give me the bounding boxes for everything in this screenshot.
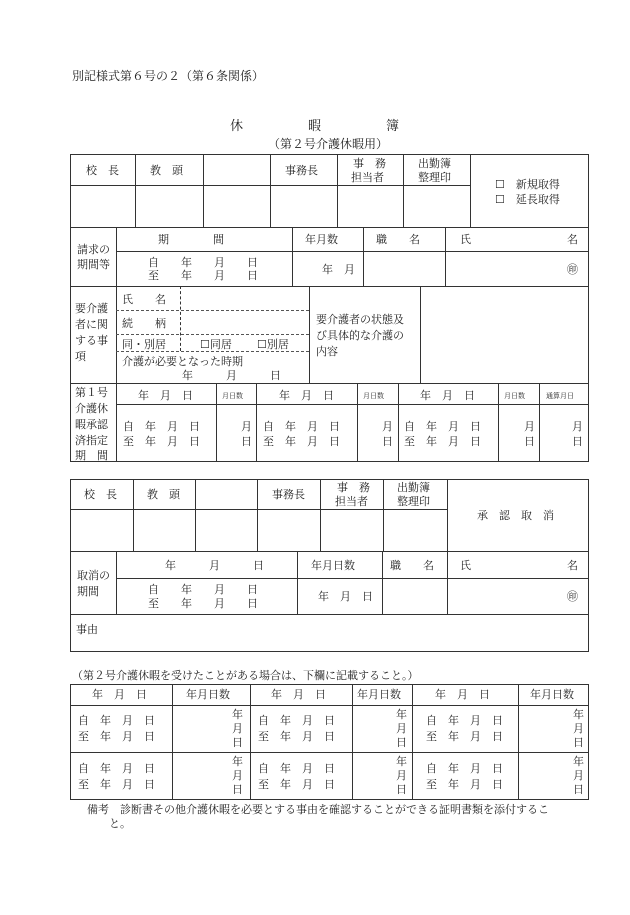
history-r1-to-1[interactable]: 至 年 月 日	[78, 730, 155, 743]
name-header-left: 氏	[460, 233, 471, 246]
care-label-3: する事	[75, 334, 108, 347]
care-label-4: 項	[75, 350, 86, 363]
history-r2-month-3: 月	[573, 769, 584, 782]
history-r1-month-2: 月	[396, 722, 407, 735]
cancel-period-header: 年 月 日	[165, 559, 264, 572]
request-label-2: 期間等	[77, 258, 110, 271]
cancel-from[interactable]: 自 年 月 日	[148, 583, 258, 596]
prior-ymd-3: 年 月 日	[420, 389, 475, 402]
care-cohabit-label: 同・別居	[122, 338, 166, 351]
prior-mdcount-2: 月日数	[363, 392, 384, 400]
prior-from-1[interactable]: 自 年 月 日	[123, 420, 200, 433]
condition-label-3: 内容	[316, 345, 338, 358]
history-r1-year-3: 年	[573, 708, 584, 721]
prior-from-3[interactable]: 自 年 月 日	[404, 420, 481, 433]
request-from[interactable]: 自 年 月 日	[148, 256, 258, 269]
prior-label-1: 第１号	[75, 386, 108, 399]
vice-principal-label: 教 頭	[150, 164, 183, 177]
request-to[interactable]: 至 年 月 日	[148, 269, 258, 282]
history-r1-to-2[interactable]: 至 年 月 日	[258, 730, 335, 743]
history-r2-year-3: 年	[573, 755, 584, 768]
prior-total-day: 日	[572, 435, 583, 448]
history-r1-month-1: 月	[232, 722, 243, 735]
prior-day-3: 日	[524, 435, 535, 448]
history-ymd-h2: 年 月 日	[271, 688, 326, 701]
office-manager-label: 事務長	[285, 164, 318, 177]
history-r2-to-1[interactable]: 至 年 月 日	[78, 778, 155, 791]
remarks-line-2: と。	[109, 817, 131, 830]
history-r1-to-3[interactable]: 至 年 月 日	[426, 730, 503, 743]
cancel-name-right: 名	[567, 559, 578, 572]
position-header: 職 名	[376, 233, 420, 246]
condition-label-2: び具体的な介護の	[316, 329, 404, 342]
history-r2-month-1: 月	[232, 769, 243, 782]
care-label-2: 者に関	[75, 318, 108, 331]
cancel-label-1: 取消の	[77, 569, 110, 582]
prior-total-md: 通算月日	[546, 392, 574, 400]
clerk-label-1: 事 務	[353, 157, 386, 170]
cohabit-checkbox[interactable]: ☐同居	[200, 338, 232, 351]
prior-to-2[interactable]: 至 年 月 日	[263, 435, 340, 448]
history-count-h2: 年月日数	[357, 688, 401, 701]
history-r1-year-1: 年	[232, 708, 243, 721]
prior-month-3: 月	[524, 420, 535, 433]
prior-month-2: 月	[382, 420, 393, 433]
seal-mark-1: ㊞	[567, 263, 578, 276]
cancel-label-2: 期間	[77, 585, 99, 598]
seal-label-2: 整理印	[418, 171, 451, 184]
prior-label-2: 介護休	[75, 402, 108, 415]
history-r1-day-3: 日	[573, 736, 584, 749]
history-r1-day-2: 日	[396, 736, 407, 749]
care-name-label: 氏 名	[122, 293, 166, 306]
remarks-label: 備考	[87, 803, 109, 816]
principal-label: 校 長	[86, 164, 119, 177]
history-r1-year-2: 年	[396, 708, 407, 721]
history-r2-to-2[interactable]: 至 年 月 日	[258, 778, 335, 791]
cancel-ymd[interactable]: 年 月 日	[318, 590, 373, 603]
reason-label: 事由	[76, 623, 98, 636]
separate-checkbox[interactable]: ☐別居	[257, 338, 289, 351]
prior-to-3[interactable]: 至 年 月 日	[404, 435, 481, 448]
history-r1-month-3: 月	[573, 722, 584, 735]
clerk-label-2-2: 担当者	[335, 495, 368, 508]
prior-from-2[interactable]: 自 年 月 日	[263, 420, 340, 433]
option-new-acquire[interactable]: ☐ 新規取得	[495, 178, 560, 191]
prior-total-month: 月	[572, 420, 583, 433]
history-r1-from-3[interactable]: 自 年 月 日	[426, 714, 503, 727]
history-r1-from-1[interactable]: 自 年 月 日	[78, 714, 155, 727]
seal-label-2-2: 整理印	[397, 495, 430, 508]
care-relation-label: 続 柄	[122, 317, 166, 330]
name-header-right: 名	[567, 233, 578, 246]
prior-ymd-1: 年 月 日	[138, 389, 193, 402]
period-header: 期 間	[158, 233, 224, 246]
prior-label-5: 期 間	[75, 449, 108, 462]
history-r1-day-1: 日	[232, 736, 243, 749]
seal-mark-2: ㊞	[567, 590, 578, 603]
cancel-position-header: 職 名	[390, 559, 434, 572]
request-ym[interactable]: 年 月	[322, 263, 355, 276]
seal-label-2-1: 出勤簿	[397, 481, 430, 494]
seal-label-1: 出勤簿	[418, 157, 451, 170]
clerk-label-2: 担当者	[351, 171, 384, 184]
form-title: 休 暇 簿	[230, 119, 400, 134]
history-r1-from-2[interactable]: 自 年 月 日	[258, 714, 335, 727]
history-count-h3: 年月日数	[530, 688, 574, 701]
cancel-to[interactable]: 至 年 月 日	[148, 597, 258, 610]
need-date[interactable]: 年 月 日	[182, 369, 281, 382]
care-label-1: 要介護	[75, 302, 108, 315]
request-label-1: 請求の	[77, 243, 110, 256]
prior-to-1[interactable]: 至 年 月 日	[123, 435, 200, 448]
clerk-label-2-1: 事 務	[337, 481, 370, 494]
ym-count-header: 年月数	[305, 233, 338, 246]
approval-cancel-label: 承 認 取 消	[477, 509, 554, 522]
prior-ymd-2: 年 月 日	[279, 389, 334, 402]
prior-label-3: 暇承認	[75, 418, 108, 431]
history-r2-day-1: 日	[232, 783, 243, 796]
history-r2-year-2: 年	[396, 755, 407, 768]
history-r2-from-3[interactable]: 自 年 月 日	[426, 762, 503, 775]
history-r2-day-2: 日	[396, 783, 407, 796]
history-ymd-h3: 年 月 日	[435, 688, 490, 701]
history-r2-year-1: 年	[232, 755, 243, 768]
need-time-label: 介護が必要となった時期	[122, 355, 243, 368]
prior-mdcount-3: 月日数	[504, 392, 525, 400]
remarks-line-1: 診断書その他介護休暇を必要とする事由を確認することができる証明書類を添付するこ	[120, 803, 549, 816]
form-number: 別記様式第６号の２（第６条関係）	[72, 69, 265, 83]
prior-month-1: 月	[241, 420, 252, 433]
prior-day-2: 日	[382, 435, 393, 448]
form-subtitle: （第２号介護休暇用）	[268, 137, 389, 151]
history-r2-month-2: 月	[396, 769, 407, 782]
prior-mdcount-1: 月日数	[222, 392, 243, 400]
cancel-name-left: 氏	[460, 559, 471, 572]
history-r2-to-3[interactable]: 至 年 月 日	[426, 778, 503, 791]
condition-label-1: 要介護者の状態及	[316, 313, 404, 326]
history-note: （第２号介護休暇を受けたことがある場合は、下欄に記載すること。）	[72, 669, 419, 682]
prior-day-1: 日	[241, 435, 252, 448]
prior-label-4: 済指定	[75, 434, 108, 447]
office-manager-label-2: 事務長	[272, 488, 305, 501]
history-r2-day-3: 日	[573, 783, 584, 796]
history-r2-from-1[interactable]: 自 年 月 日	[78, 762, 155, 775]
history-r2-from-2[interactable]: 自 年 月 日	[258, 762, 335, 775]
option-extend-acquire[interactable]: ☐ 延長取得	[495, 193, 560, 206]
principal-label-2: 校 長	[84, 488, 117, 501]
vice-principal-label-2: 教 頭	[147, 488, 180, 501]
history-ymd-h1: 年 月 日	[92, 688, 147, 701]
history-count-h1: 年月日数	[186, 688, 230, 701]
cancel-ymd-count-header: 年月日数	[311, 559, 355, 572]
